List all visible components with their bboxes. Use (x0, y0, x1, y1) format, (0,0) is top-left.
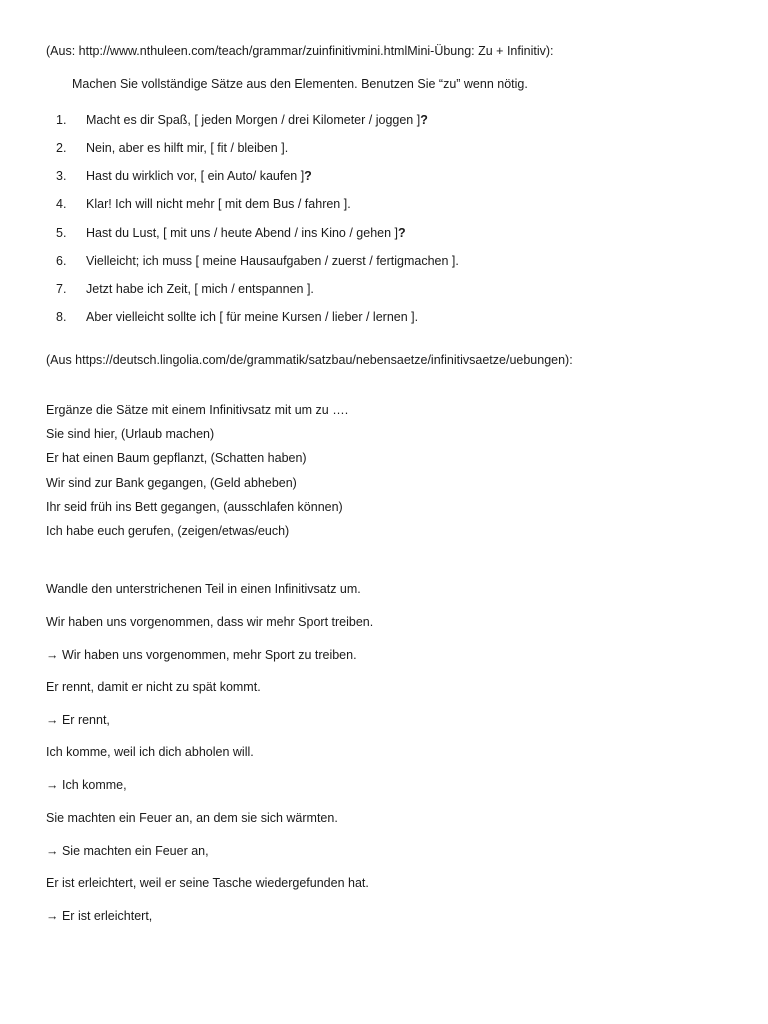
list-item-number: 7. (56, 282, 67, 296)
section1-source: (Aus: http://www.nthuleen.com/teach/grammar/zuinfinitivmini.htmlMini-Übung: Zu + Infinitiv): (46, 44, 554, 58)
list-item-number: 4. (56, 197, 67, 211)
exercise-heading: Wandle den unterstrichenen Teil in einen Infinitivsatz um. (46, 582, 361, 596)
exercise-line: Er ist erleichtert, weil er seine Tasche wiedergefunden hat. (46, 876, 369, 890)
exercise-answer-line: → Er rennt, (46, 713, 110, 727)
list-item-end: ? (420, 113, 428, 127)
list-item (86, 112, 428, 128)
list-item (86, 140, 288, 156)
exercise-line: Sie sind hier, (Urlaub machen) (46, 427, 215, 441)
list-item-text: Nein, aber es hilft mir, [ fit / bleiben ]. (86, 141, 289, 155)
exercise-answer-line: → Ich komme, (46, 778, 127, 792)
exercise-answer-line: → Sie machten ein Feuer an, (46, 844, 209, 858)
exercise-line: Er rennt, damit er nicht zu spät kommt. (46, 680, 261, 694)
list-item (86, 309, 418, 325)
list-item (86, 253, 459, 269)
list-item-number: 6. (56, 254, 67, 268)
list-item (86, 281, 314, 297)
exercise-line: Ich habe euch gerufen, (zeigen/etwas/euch) (46, 524, 290, 538)
list-item-number: 3. (56, 169, 67, 183)
exercise-line: Er hat einen Baum gepflanzt, (Schatten haben) (46, 451, 307, 465)
exercise-line: Ich komme, weil ich dich abholen will. (46, 745, 254, 759)
list-item-text: Macht es dir Spaß, [ jeden Morgen / drei Kilometer / joggen ] (86, 113, 421, 127)
list-item-number: 2. (56, 141, 67, 155)
list-item-end: ? (304, 169, 312, 183)
exercise-answer-line: → Wir haben uns vorgenommen, mehr Sport zu treiben. (46, 648, 357, 662)
list-item-number: 1. (56, 113, 67, 127)
exercise-heading: Ergänze die Sätze mit einem Infinitivsatz mit um zu …. (46, 403, 349, 417)
list-item-text: Klar! Ich will nicht mehr [ mit dem Bus / fahren ]. (86, 197, 351, 211)
exercise-line: Sie machten ein Feuer an, an dem sie sich wärmten. (46, 811, 338, 825)
list-item-number: 5. (56, 226, 67, 240)
list-item-number: 8. (56, 310, 67, 324)
list-item-text: Aber vielleicht sollte ich [ für meine Kursen / lieber / lernen ]. (86, 310, 419, 324)
list-item (86, 196, 351, 212)
section1-instruction: Machen Sie vollständige Sätze aus den Elementen. Benutzen Sie “zu” wenn nötig. (72, 77, 528, 91)
list-item-text: Jetzt habe ich Zeit, [ mich / entspannen ]. (86, 282, 314, 296)
list-item-text: Hast du Lust, [ mit uns / heute Abend / ins Kino / gehen ] (86, 226, 398, 240)
exercise-line: Wir sind zur Bank gegangen, (Geld abheben) (46, 476, 297, 490)
list-item-text: Hast du wirklich vor, [ ein Auto/ kaufen ] (86, 169, 305, 183)
list-item (86, 225, 406, 241)
exercise-line: Wir haben uns vorgenommen, dass wir mehr Sport treiben. (46, 615, 374, 629)
exercise-line: Ihr seid früh ins Bett gegangen, (ausschlafen können) (46, 500, 343, 514)
list-item-text: Vielleicht; ich muss [ meine Hausaufgaben / zuerst / fertigmachen ]. (86, 254, 459, 268)
section2-source: (Aus https://deutsch.lingolia.com/de/grammatik/satzbau/nebensaetze/infinitivsaetze/uebungen): (46, 353, 573, 367)
list-item (86, 168, 312, 184)
list-item-end: ? (398, 226, 406, 240)
exercise-answer-line: → Er ist erleichtert, (46, 909, 153, 923)
